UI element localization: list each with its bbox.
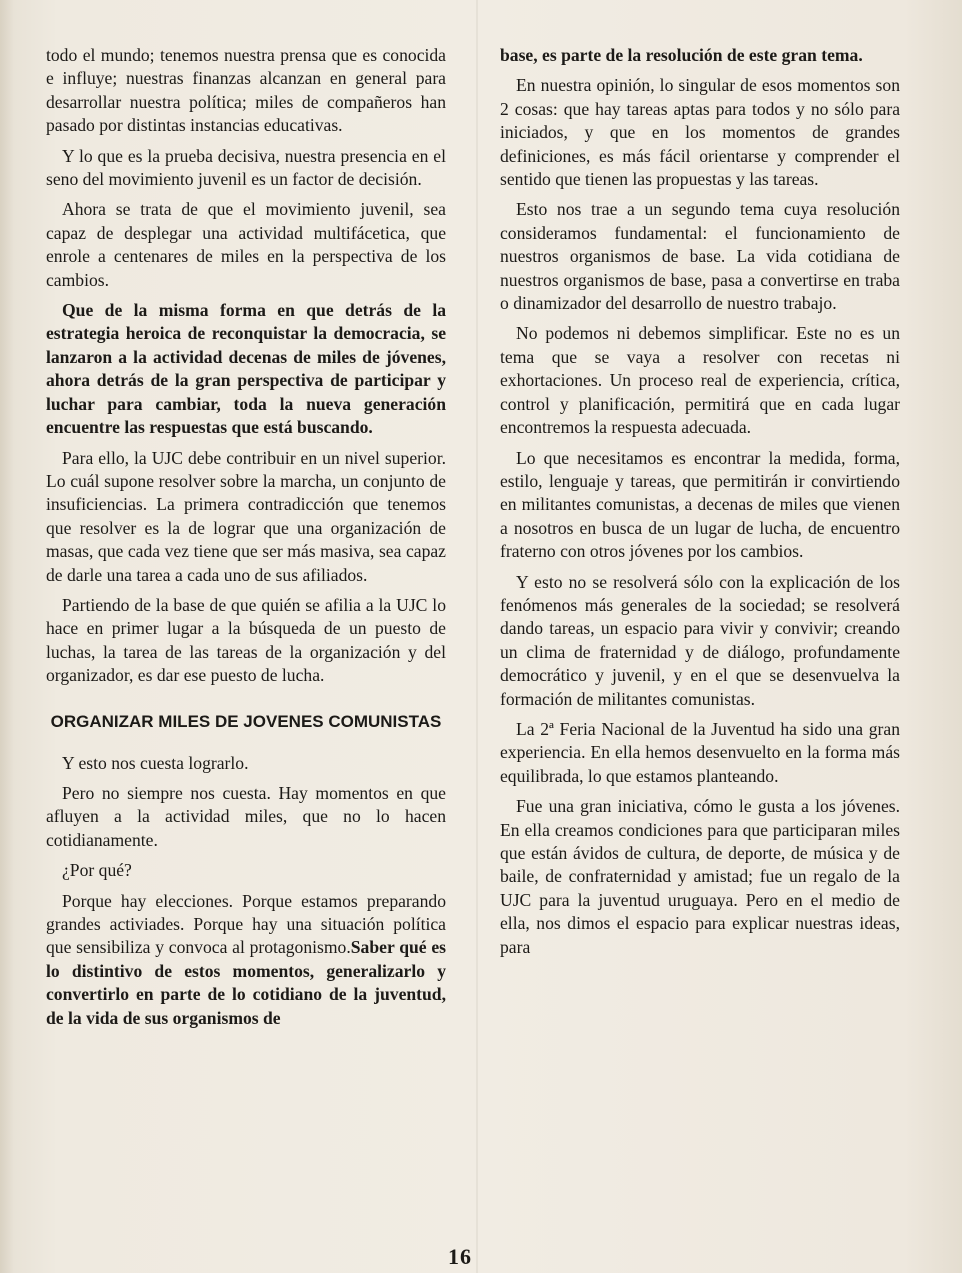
left-paragraph-6: Partiendo de la base de que quién se afilia a la UJC lo hace en primer lugar a la búsqueda de un puesto de luchas, la tarea de las tareas de la organización y del organizador, es dar ese puesto de lucha. — [46, 594, 446, 686]
right-paragraph-2: En nuestra opinión, lo singular de esos momentos son 2 cosas: que hay tareas aptas para todos y no sólo para iniciados, y que en los momentos de grandes definiciones, es más fácil orientarse y comprender el sentido que tienen las propuestas y las tareas. — [500, 75, 900, 190]
page-number: 16 — [448, 1244, 472, 1269]
left-paragraph-10 — [46, 890, 446, 1030]
left-paragraph-4: Que de la misma forma en que detrás de la estrategia heroica de reconquistar la democracia, se lanzaron a la actividad decenas de miles de jóvenes, ahora detrás de la gran perspectiva de participar y luchar para cambiar, toda la nueva generación encuentre las respuestas que está buscando. — [46, 300, 446, 438]
right-paragraph-4: No podemos ni debemos simplificar. Este no es un tema que se vaya a resolver con recetas ni exhortaciones. Un proceso real de experiencia, crítica, control y planificación, permitirá que en cada lugar encontremos la respuesta adecuada. — [500, 323, 900, 438]
left-paragraph-10-bold-tail: Saber qué es lo distintivo de estos momentos, generalizarlo y convertirlo en parte de lo cotidiano de la juventud, de la vida de sus organismos de — [46, 937, 446, 1028]
right-paragraph-7: La 2ª Feria Nacional de la Juventud ha sido una gran experiencia. En ella hemos desenvuelto en la forma más equilibrada, lo que estamos planteando. — [500, 718, 900, 786]
right-paragraph-3: Esto nos trae a un segundo tema cuya resolución consideramos fundamental: el funcionamiento de nuestros organismos de base. La vida cotidiana de nuestros organismos de base, pasa a convertirse en traba o dinamizador del desarrollo de nuestro trabajo. — [500, 199, 900, 314]
left-paragraph-7: Y esto nos cuesta lograrlo. — [62, 752, 249, 773]
left-paragraph-1: todo el mundo; tenemos nuestra prensa que es conocida e influye; nuestras finanzas alcanzan en general para desarrollar nuestra política; miles de compañeros han pasado por distintas instancias educativas. — [46, 45, 446, 136]
right-paragraph-8: Fue una gran iniciativa, cómo le gusta a los jóvenes. En ella creamos condiciones para que participaran miles que están ávidos de cultura, de deporte, de música y de baile, de confraternidad y amistad; fue un regalo de la UJC para la juventud uruguaya. Pero en el medio de ella, nos dimos el espacio para explicar nuestras ideas, para — [500, 796, 900, 957]
section-heading: ORGANIZAR MILES DE JOVENES COMUNISTAS — [50, 711, 442, 731]
page-crease — [476, 0, 478, 1273]
right-paragraph-1: base, es parte de la resolución de este gran tema. — [500, 45, 863, 65]
page-fold-shadow — [0, 0, 14, 1273]
right-column — [500, 44, 900, 966]
left-paragraph-5: Para ello, la UJC debe contribuir en un nivel superior. Lo cuál supone resolver sobre la marcha, un conjunto de insuficiencias. La primera contradicción que tenemos que resolver es la de lograr que una organización de masas, que cada vez tiene que ser más masiva, sea capaz de darle una tarea a cada uno de sus afiliados. — [46, 447, 446, 585]
left-paragraph-9: ¿Por qué? — [62, 860, 132, 881]
left-paragraph-10-text: Porque hay elecciones. Porque estamos preparando grandes activiades. Porque hay una situación política que sensibiliza y convoca al protagonismo. — [46, 890, 446, 958]
left-paragraph-3: Ahora se trata de que el movimiento juvenil, sea capaz de desplegar una actividad multifácetica, que enrole a centenares de miles en la perspectiva de los cambios. — [46, 199, 446, 290]
right-paragraph-5: Lo que necesitamos es encontrar la medida, forma, estilo, lenguaje y tareas, que permitirán ir convirtiendo en militantes comunistas, a decenas de miles que vienen a nosotros en busca de un lugar de lucha, de encuentro fraterno con otros jóvenes por los cambios. — [500, 447, 900, 562]
left-paragraph-8: Pero no siempre nos cuesta. Hay momentos en que afluyen a la actividad miles, que no lo hacen cotidianamente. — [46, 782, 446, 850]
left-column — [46, 44, 446, 1037]
right-paragraph-6: Y esto no se resolverá sólo con la explicación de los fenómenos más generales de la sociedad; se resolverá dando tareas, un espacio para vivir y convivir; creando un clima de fraternidad y de diálogo, profundamente democrático y juvenil, y en el que se desenvuelva la formación de militantes comunistas. — [500, 571, 900, 709]
left-paragraph-2: Y lo que es la prueba decisiva, nuestra presencia en el seno del movimiento juvenil es un factor de decisión. — [46, 145, 446, 190]
